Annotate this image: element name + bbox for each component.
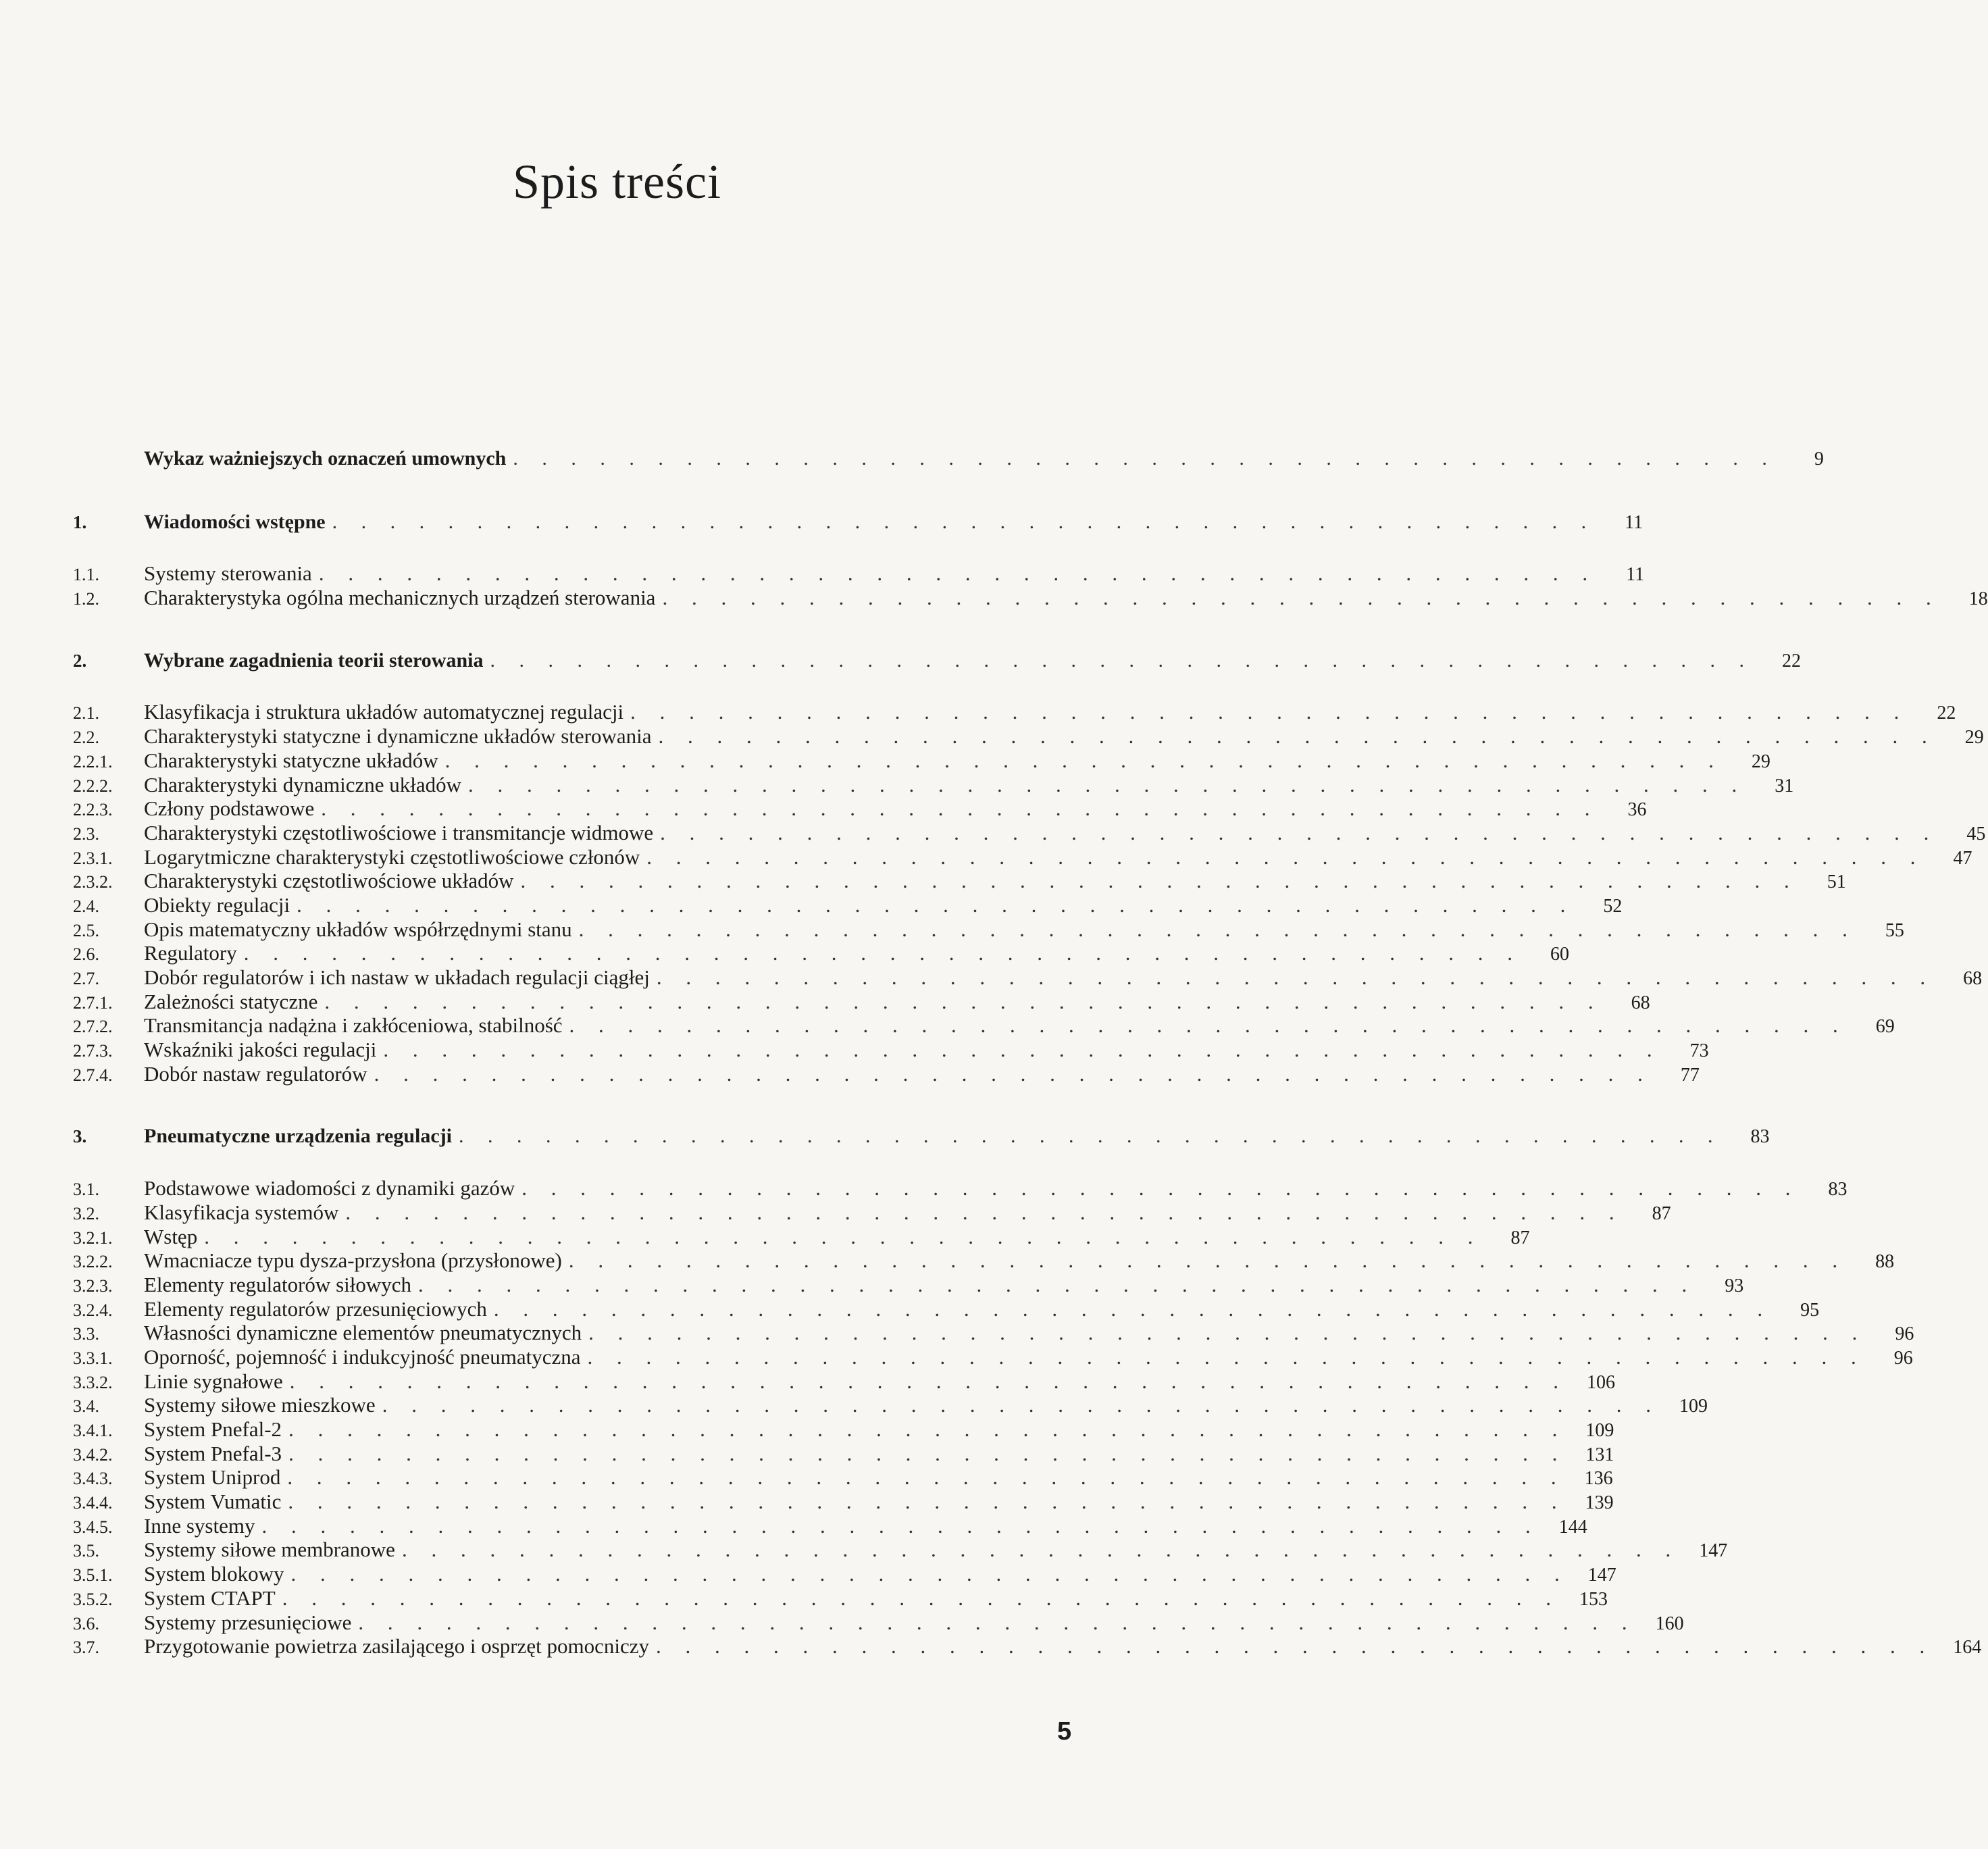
toc-entry [73,1296,1820,1321]
toc-entry [73,796,1647,821]
toc-entry-title: System Vumatic [144,1490,282,1514]
toc-entry-title: Systemy przesunięciowe [144,1610,352,1634]
toc-entry-number: 2.3.2. [73,872,113,892]
leader-dots: . . . . . . . . . . . . . . . . . . . . . . . . . . . . . . . . . . . . . . . . . . . . [382,1393,1660,1417]
toc-entry-title: Wybrane zagadnienia teorii sterowania [144,649,484,672]
page-title: Spis treści [513,155,721,209]
toc-entry [73,941,1569,965]
toc-entry-number: 3.3.1. [73,1348,113,1368]
toc-entry-page: 88 [1875,1251,1895,1273]
leader-dots: . . . . . . . . . . . . . . . . . . . . . . . . . . . . . . . . . . . . . . . . . . . . [521,1176,1800,1200]
toc-entry-number: 3.2.4. [73,1300,113,1320]
toc-entry [73,1272,1744,1297]
toc-entry [73,1369,1616,1394]
toc-entry-number: 2. [73,650,87,671]
leader-dots: . . . . . . . . . . . . . . . . . . . . . . . . . . . . . . . . . . . . . . . . . . . . [658,724,1937,749]
leader-dots: . . . . . . . . . . . . . . . . . . . . . . . . . . . . . . . . . . . . . . . . . . . . [332,510,1596,533]
leader-dots: . . . . . . . . . . . . . . . . . . . . . . . . . . . . . . . . . . . . . . . . . . . . [568,1248,1847,1273]
leader-dots: . . . . . . . . . . . . . . . . . . . . . . . . . . . . . . . . . . . . . . . . . . . . [321,796,1600,821]
toc-entry-number: 2.3.1. [73,848,113,868]
toc-entry-number: 3.3.2. [73,1372,113,1392]
toc-entry-page: 106 [1587,1371,1616,1393]
toc-entry-page: 22 [1937,703,1956,724]
toc-entry-number: 2.6. [73,944,99,965]
toc-entry-title: Wiadomości wstępne [144,510,326,533]
toc-entry-title: Logarytmiczne charakterystyki częstotliwościowe członów [144,844,640,869]
toc-entry-page: 73 [1689,1040,1709,1062]
leader-dots: . . . . . . . . . . . . . . . . . . . . . . . . . . . . . . . . . . . . . . . . . . . . [662,586,1941,610]
toc-entry-number: 2.7.3. [73,1041,113,1061]
toc-entry-title: Systemy siłowe mieszkowe [144,1393,376,1417]
toc-entry [73,447,1824,472]
toc-entry [73,1538,1728,1562]
toc-entry [73,748,1770,773]
toc-entry [73,1586,1608,1611]
toc-entry-number: 2.2.1. [73,751,113,771]
toc-entry-title: System Pnefal-3 [144,1441,282,1465]
toc-entry-number: 3.5.1. [73,1565,113,1586]
toc-entry [73,1200,1671,1225]
leader-dots: . . . . . . . . . . . . . . . . . . . . . . . . . . . . . . . . . . . . . . . . . . . . [287,1465,1566,1490]
leader-dots: . . . . . . . . . . . . . . . . . . . . . . . . . . . . . . . . . . . . . . . . . . . . [459,1125,1723,1148]
toc-entry-page: 131 [1585,1444,1614,1465]
toc-entry [73,917,1904,942]
toc-entry-number: 3.5.2. [73,1589,113,1609]
toc-entry-title: Klasyfikacja i struktura układów automatycznej regulacji [144,700,624,724]
toc-entry-page: 87 [1652,1202,1671,1224]
toc-entry-page: 36 [1627,799,1647,821]
toc-entry-page: 96 [1893,1347,1913,1369]
toc-entry [73,586,1988,610]
leader-dots: . . . . . . . . . . . . . . . . . . . . . . . . . . . . . . . . . . . . . . . . . . . . [418,1272,1697,1296]
toc-entry-number: 2.2. [73,728,99,748]
toc-entry-title: System Uniprod [144,1465,281,1490]
leader-dots: . . . . . . . . . . . . . . . . . . . . . . . . . . . . . . . . . . . . . . . . . . . . [630,700,1909,724]
toc-entry-title: Systemy siłowe membranowe [144,1538,395,1562]
toc-entry-page: 83 [1750,1126,1770,1148]
toc-entry [73,1125,1770,1149]
toc-entry-page: 68 [1963,968,1983,989]
toc-entry-page: 18 [1968,588,1988,610]
toc-entry-title: Opis matematyczny układów współrzędnymi stanu [144,917,572,941]
toc-entry [73,1038,1709,1062]
toc-entry-page: 136 [1584,1468,1613,1490]
toc-entry [73,1513,1587,1538]
toc-entry-title: Regulatory [144,941,237,965]
leader-dots: . . . . . . . . . . . . . . . . . . . . . . . . . . . . . . . . . . . . . . . . . . . . [261,1513,1540,1538]
toc-entry-number: 3.4.5. [73,1517,113,1537]
toc-entry [73,1344,1913,1369]
toc-entry-title: Elementy regulatorów siłowych [144,1272,412,1296]
toc-entry [73,1013,1895,1038]
toc-entry-title: Linie sygnałowe [144,1369,283,1393]
toc-entry [73,724,1984,749]
leader-dots: . . . . . . . . . . . . . . . . . . . . . . . . . . . . . . . . . . . . . . . . . . . . [569,1013,1847,1038]
toc-entry-title: Systemy sterowania [144,561,312,586]
toc-entry-number: 3.6. [73,1613,99,1633]
toc-entry-title: Oporność, pojemność i indukcyjność pneumatyczna [144,1344,581,1369]
toc-entry-number: 3.2.2. [73,1252,113,1272]
toc-entry [73,892,1623,917]
toc-entry-page: 144 [1558,1516,1587,1538]
toc-entry-title: Elementy regulatorów przesunięciowych [144,1296,487,1321]
toc-entry-title: Wstęp [144,1224,198,1248]
toc-entry-number: 2.7.2. [73,1017,113,1037]
leader-dots: . . . . . . . . . . . . . . . . . . . . . . . . . . . . . . . . . . . . . . . . . . . . [520,869,1799,893]
leader-dots: . . . . . . . . . . . . . . . . . . . . . . . . . . . . . . . . . . . . . . . . . . . . [578,917,1857,941]
toc-entry-page: 77 [1680,1064,1700,1086]
toc-entry [73,844,1972,869]
toc-entry [73,1248,1895,1273]
toc-entry-number: 3.2.1. [73,1227,113,1248]
toc-entry-page: 68 [1631,992,1650,1013]
toc-entry-title: Człony podstawowe [144,796,315,821]
toc-entry-number: 3.4.4. [73,1493,113,1513]
toc-entry-title: Charakterystyki statyczne i dynamiczne układów sterowania [144,724,652,749]
toc-entry-number: 3.4.3. [73,1469,113,1489]
toc-entry [73,1634,1982,1658]
toc-entry-page: 109 [1585,1420,1614,1441]
toc-entry-number: 3. [73,1126,87,1147]
toc-entry-number: 2.5. [73,920,99,940]
leader-dots: . . . . . . . . . . . . . . . . . . . . . . . . . . . . . . . . . . . . . . . . . . . . [289,1369,1569,1393]
toc-entry-number: 3.5. [73,1541,99,1561]
toc-entry-title: Dobór regulatorów i ich nastaw w układach regulacji ciągłej [144,965,650,989]
toc-entry-page: 147 [1699,1540,1728,1562]
toc-entry-page: 93 [1725,1275,1744,1296]
leader-dots: . . . . . . . . . . . . . . . . . . . . . . . . . . . . . . . . . . . . . . . . . . . . [318,561,1598,586]
leader-dots: . . . . . . . . . . . . . . . . . . . . . . . . . . . . . . . . . . . . . . . . . . . . [401,1538,1681,1562]
toc-entry-page: 60 [1550,944,1569,965]
toc-entry-page: 22 [1781,650,1801,672]
toc-entry-number: 2.7.4. [73,1065,113,1085]
leader-dots: . . . . . . . . . . . . . . . . . . . . . . . . . . . . . . . . . . . . . . . . . . . . [444,748,1723,772]
toc-entry-number: 3.7. [73,1638,99,1658]
toc-entry [73,1224,1530,1249]
toc-entry-number: 1.1. [73,565,99,585]
toc-entry [73,1176,1847,1200]
toc-entry-page: 160 [1655,1613,1684,1634]
toc-entry [73,1610,1684,1635]
leader-dots: . . . . . . . . . . . . . . . . . . . . . . . . . . . . . . . . . . . . . . . . . . . . [468,772,1747,796]
toc-entry-title: Podstawowe wiadomości z dynamiki gazów [144,1176,515,1200]
toc-entry-page: 11 [1626,564,1645,586]
toc-entry-page: 9 [1814,449,1824,470]
leader-dots: . . . . . . . . . . . . . . . . . . . . . . . . . . . . . . . . . . . . . . . . . . . . [383,1038,1662,1062]
toc-entry-page: 109 [1679,1396,1708,1417]
toc-entry-number: 3.2.3. [73,1275,113,1296]
toc-entry-page: 139 [1585,1492,1614,1514]
toc-entry-title: Charakterystyki częstotliwościowe układów [144,869,514,893]
toc-entry-title: Własności dynamiczne elementów pneumatycznych [144,1321,582,1345]
toc-entry-title: Wykaz ważniejszych oznaczeń umownych [144,447,507,470]
toc-entry-number: 2.7. [73,969,99,988]
toc-entry [73,989,1650,1014]
toc-entry-number: 3.3. [73,1324,99,1344]
toc-entry [73,1393,1708,1417]
leader-dots: . . . . . . . . . . . . . . . . . . . . . . . . . . . . . . . . . . . . . . . . . . . . [345,1200,1624,1224]
leader-dots: . . . . . . . . . . . . . . . . . . . . . . . . . . . . . . . . . . . . . . . . . . . . [324,989,1603,1013]
toc-entry-title: Wmacniacze typu dysza-przysłona (przysłonowe) [144,1248,562,1273]
toc-entry-page: 11 [1625,511,1643,533]
leader-dots: . . . . . . . . . . . . . . . . . . . . . . . . . . . . . . . . . . . . . . . . . . . . [282,1586,1560,1610]
toc-entry [73,649,1801,674]
toc-entry-page: 51 [1827,871,1846,893]
leader-dots: . . . . . . . . . . . . . . . . . . . . . . . . . . . . . . . . . . . . . . . . . . . . [243,941,1522,965]
toc-entry-number: 3.4.1. [73,1421,113,1440]
toc-entry [73,1441,1614,1466]
toc-entry-page: 87 [1510,1227,1530,1248]
toc-entry-number: 2.2.3. [73,800,113,820]
toc-entry [73,869,1846,893]
page-number: 5 [1057,1717,1072,1746]
toc-entry-page: 31 [1775,775,1794,796]
toc-entry-title: Charakterystyki statyczne układów [144,748,438,772]
toc-entry-title: Charakterystyki częstotliwościowe i transmitancje widmowe [144,820,654,844]
toc-entry-title: Wskaźniki jakości regulacji [144,1038,377,1062]
toc-entry-page: 83 [1828,1179,1847,1200]
toc-entry-number: 3.4. [73,1396,99,1417]
leader-dots: . . . . . . . . . . . . . . . . . . . . . . . . . . . . . . . . . . . . . . . . . . . . [588,1321,1867,1345]
toc-entry [73,1321,1914,1345]
toc-entry [73,700,1956,724]
leader-dots: . . . . . . . . . . . . . . . . . . . . . . . . . . . . . . . . . . . . . . . . . . . . [358,1610,1637,1634]
toc-entry-page: 55 [1885,919,1904,941]
toc-entry-title: Charakterystyki dynamiczne układów [144,772,462,796]
toc-entry [73,1061,1700,1086]
toc-entry-number: 3.4.2. [73,1444,113,1465]
toc-entry-page: 45 [1966,823,1986,844]
table-of-contents [73,447,1988,1658]
toc-entry-number: 3.1. [73,1180,99,1200]
toc-entry [73,1490,1614,1514]
toc-entry-number: 2.7.1. [73,992,113,1013]
toc-entry-title: Klasyfikacja systemów [144,1200,339,1224]
toc-entry-title: Dobór nastaw regulatorów [144,1061,367,1086]
toc-entry [73,1465,1613,1490]
toc-entry-page: 96 [1895,1323,1914,1345]
toc-entry-title: Pneumatyczne urządzenia regulacji [144,1125,453,1148]
toc-entry-title: Obiekty regulacji [144,892,290,917]
toc-entry-page: 47 [1953,847,1972,869]
toc-entry [73,510,1643,535]
leader-dots: . . . . . . . . . . . . . . . . . . . . . . . . . . . . . . . . . . . . . . . . . . . . [660,820,1939,844]
toc-entry [73,561,1645,586]
toc-entry-title: Przygotowanie powietrza zasilającego i osprzęt pomocniczy [144,1634,650,1658]
toc-entry [73,772,1794,797]
leader-dots: . . . . . . . . . . . . . . . . . . . . . . . . . . . . . . . . . . . . . . . . . . . . [656,1634,1935,1658]
toc-entry-number: 2.4. [73,896,99,916]
toc-entry-page: 147 [1587,1565,1616,1586]
leader-dots: . . . . . . . . . . . . . . . . . . . . . . . . . . . . . . . . . . . . . . . . . . . . [490,649,1754,672]
toc-entry-number: 1. [73,511,87,532]
toc-entry-number: 1.2. [73,589,99,609]
toc-entry-title: System CTAPT [144,1586,276,1610]
toc-entry [73,1562,1616,1586]
leader-dots: . . . . . . . . . . . . . . . . . . . . . . . . . . . . . . . . . . . . . . . . . . . . [204,1224,1483,1248]
toc-entry-page: 153 [1579,1588,1608,1610]
leader-dots: . . . . . . . . . . . . . . . . . . . . . . . . . . . . . . . . . . . . . . . . . . . . [493,1296,1773,1321]
toc-entry-number: 3.2. [73,1203,99,1223]
toc-entry-title: Transmitancja nadążna i zakłóceniowa, stabilność [144,1013,563,1038]
toc-entry-page: 29 [1751,751,1770,772]
toc-entry-title: Zależności statyczne [144,989,318,1013]
toc-entry-page: 29 [1964,727,1984,749]
leader-dots: . . . . . . . . . . . . . . . . . . . . . . . . . . . . . . . . . . . . . . . . . . . . [290,1562,1569,1586]
toc-entry [73,965,1983,990]
toc-entry-title: Inne systemy [144,1513,255,1538]
leader-dots: . . . . . . . . . . . . . . . . . . . . . . . . . . . . . . . . . . . . . . . . . . . . [513,447,1777,470]
leader-dots: . . . . . . . . . . . . . . . . . . . . . . . . . . . . . . . . . . . . . . . . . . . . [297,892,1575,917]
toc-entry-page: 69 [1875,1016,1895,1038]
leader-dots: . . . . . . . . . . . . . . . . . . . . . . . . . . . . . . . . . . . . . . . . . . . . [288,1490,1566,1514]
toc-entry-title: System Pnefal-2 [144,1417,282,1441]
toc-entry-number: 2.1. [73,703,99,724]
toc-entry-page: 52 [1603,895,1623,917]
toc-entry-title: System blokowy [144,1562,284,1586]
leader-dots: . . . . . . . . . . . . . . . . . . . . . . . . . . . . . . . . . . . . . . . . . . . . [374,1061,1652,1086]
toc-entry-page: 95 [1800,1299,1820,1321]
toc-entry-title: Charakterystyka ogólna mechanicznych urządzeń sterowania [144,586,656,610]
leader-dots: . . . . . . . . . . . . . . . . . . . . . . . . . . . . . . . . . . . . . . . . . . . . [288,1441,1567,1465]
toc-entry-page: 164 [1953,1637,1982,1658]
leader-dots: . . . . . . . . . . . . . . . . . . . . . . . . . . . . . . . . . . . . . . . . . . . . [656,965,1935,989]
leader-dots: . . . . . . . . . . . . . . . . . . . . . . . . . . . . . . . . . . . . . . . . . . . . [587,1344,1866,1369]
leader-dots: . . . . . . . . . . . . . . . . . . . . . . . . . . . . . . . . . . . . . . . . . . . . [646,844,1925,869]
toc-entry-number: 2.3. [73,824,99,844]
toc-entry-number: 2.2.2. [73,776,113,796]
leader-dots: . . . . . . . . . . . . . . . . . . . . . . . . . . . . . . . . . . . . . . . . . . . . [288,1417,1567,1441]
toc-entry [73,820,1986,845]
toc-entry [73,1417,1614,1442]
